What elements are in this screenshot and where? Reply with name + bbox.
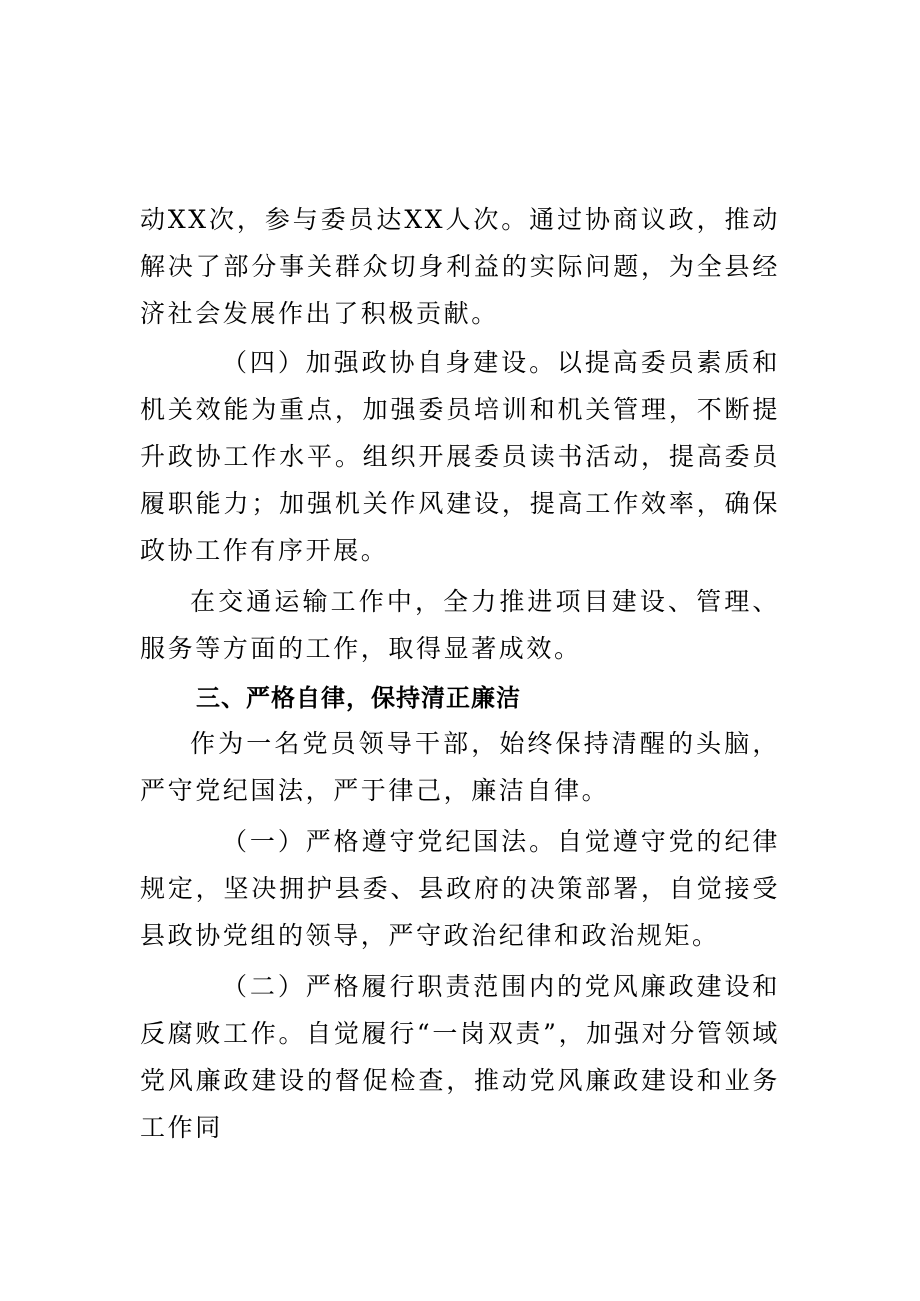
document-body (140, 196, 780, 1151)
paragraph-strengthen-cppcc: （四）加强政协自身建设。以提高委员素质和机关效能为重点，加强委员培训和机关管理，不断提升政协工作水平。组织开展委员读书活动，提高委员履职能力；加强机关作风建设，提高工作效率，确保政协工作有序开展。 (140, 348, 780, 565)
section-heading-self-discipline: 三、严格自律，保持清正廉洁 (196, 684, 521, 712)
paragraph-abide-discipline: （一）严格遵守党纪国法。自觉遵守党的纪律规定，坚决拥护县委、县政府的决策部署，自觉接受县政协党组的领导，严守政治纪律和政治规矩。 (140, 827, 780, 950)
paragraph-party-cadre: 作为一名党员领导干部，始终保持清醒的头脑，严守党纪国法，严于律己，廉洁自律。 (140, 729, 780, 805)
paragraph-transport-work: 在交通运输工作中，全力推进项目建设、管理、服务等方面的工作，取得显著成效。 (140, 587, 780, 663)
paragraph-anti-corruption: （二）严格履行职责范围内的党风廉政建设和反腐败工作。自觉履行“一岗双责”，加强对分管领域党风廉政建设的督促检查，推动党风廉政建设和业务工作同 (140, 972, 780, 1142)
paragraph-continuation: 动XX次，参与委员达XX人次。通过协商议政，推动解决了部分事关群众切身利益的实际问题，为全县经济社会发展作出了积极贡献。 (140, 205, 780, 328)
